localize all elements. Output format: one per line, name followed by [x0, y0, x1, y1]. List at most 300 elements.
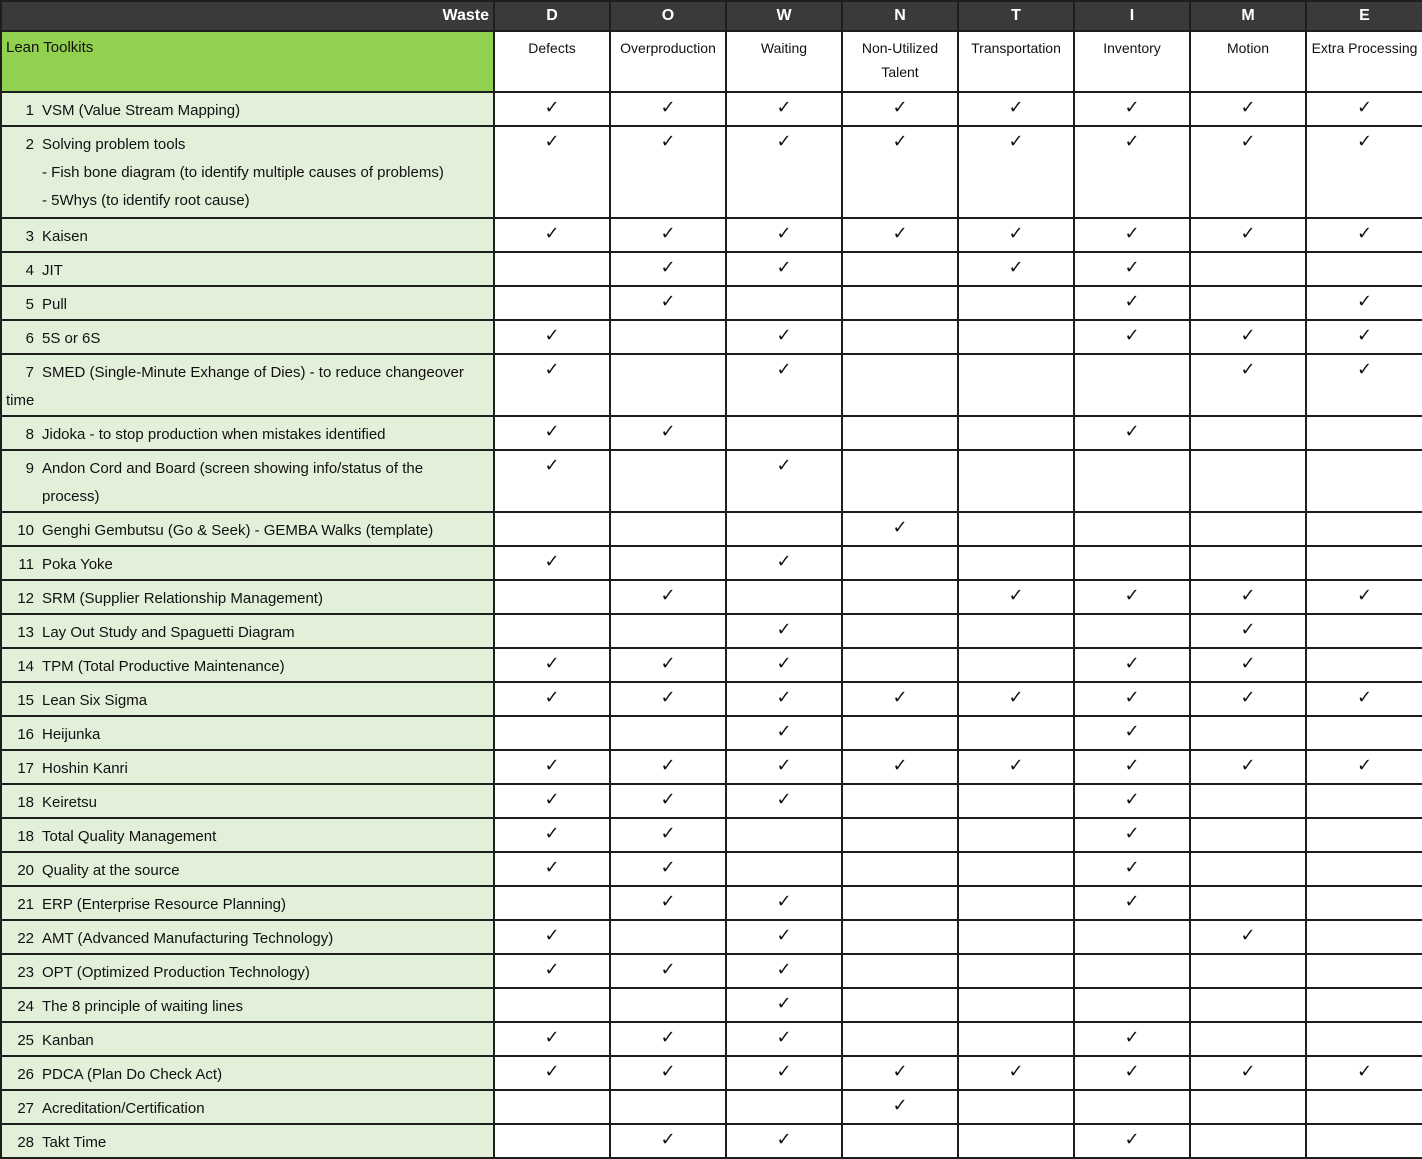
waste-cell-extra-processing [1306, 1124, 1422, 1158]
checkmark-icon: ✓ [1008, 131, 1024, 151]
waste-cell-motion [1190, 252, 1306, 286]
toolkit-rows [1, 92, 1422, 1158]
checkmark-icon: ✓ [544, 959, 560, 979]
waste-cell-inventory [1074, 252, 1190, 286]
waste-cell-extra-processing [1306, 1090, 1422, 1124]
waste-header-label: Waste [1, 1, 494, 31]
toolkit-label: Poka Yoke [42, 556, 113, 573]
checkmark-icon: ✓ [660, 1061, 676, 1081]
waste-cell-transportation [958, 320, 1074, 354]
waste-cell-overproduction [610, 1124, 726, 1158]
toolkit-name-cell [1, 92, 494, 126]
waste-cell-overproduction [610, 354, 726, 416]
checkmark-icon: ✓ [1124, 131, 1140, 151]
checkmark-icon: ✓ [892, 97, 908, 117]
waste-cell-non-utilized-talent [842, 1090, 958, 1124]
checkmark-icon: ✓ [660, 653, 676, 673]
checkmark-icon: ✓ [1008, 97, 1024, 117]
waste-cell-extra-processing [1306, 416, 1422, 450]
waste-cell-waiting [726, 1090, 842, 1124]
waste-cell-waiting [726, 92, 842, 126]
waste-cell-inventory [1074, 286, 1190, 320]
col-letter-waiting: W [726, 1, 842, 31]
waste-cell-defects [494, 1022, 610, 1056]
waste-cell-motion [1190, 416, 1306, 450]
waste-cell-transportation [958, 818, 1074, 852]
waste-cell-defects [494, 886, 610, 920]
waste-cell-non-utilized-talent [842, 818, 958, 852]
toolkit-label: Total Quality Management [42, 828, 217, 845]
checkmark-icon: ✓ [1124, 325, 1140, 345]
table-row [1, 716, 1422, 750]
waste-cell-extra-processing [1306, 954, 1422, 988]
waste-cell-non-utilized-talent [842, 512, 958, 546]
checkmark-icon: ✓ [776, 619, 792, 639]
toolkit-label: Quality at the source [42, 862, 180, 879]
waste-cell-overproduction [610, 852, 726, 886]
toolkit-number: 18 [17, 828, 34, 845]
toolkit-name-cell [1, 614, 494, 648]
toolkit-number: 27 [17, 1100, 34, 1117]
toolkit-name-cell [1, 512, 494, 546]
waste-cell-non-utilized-talent [842, 852, 958, 886]
toolkit-name-cell [1, 750, 494, 784]
waste-cell-non-utilized-talent [842, 252, 958, 286]
checkmark-icon: ✓ [660, 131, 676, 151]
waste-cell-extra-processing [1306, 750, 1422, 784]
checkmark-icon: ✓ [1240, 585, 1256, 605]
toolkit-label: Solving problem tools [42, 136, 186, 153]
col-letter-overproduction: O [610, 1, 726, 31]
toolkit-name-cell [1, 784, 494, 818]
checkmark-icon: ✓ [660, 421, 676, 441]
checkmark-icon: ✓ [776, 325, 792, 345]
checkmark-icon: ✓ [544, 359, 560, 379]
toolkit-number: 24 [17, 998, 34, 1015]
toolkit-label: Jidoka - to stop production when mistakes identified [42, 426, 386, 443]
table-row [1, 512, 1422, 546]
checkmark-icon: ✓ [544, 325, 560, 345]
checkmark-icon: ✓ [1240, 653, 1256, 673]
waste-cell-waiting [726, 286, 842, 320]
waste-cell-extra-processing [1306, 546, 1422, 580]
toolkit-name-cell [1, 416, 494, 450]
waste-cell-transportation [958, 988, 1074, 1022]
waste-cell-waiting [726, 252, 842, 286]
waste-cell-overproduction [610, 750, 726, 784]
waste-cell-overproduction [610, 920, 726, 954]
waste-cell-motion [1190, 450, 1306, 512]
table-row [1, 1022, 1422, 1056]
waste-cell-overproduction [610, 648, 726, 682]
waste-cell-non-utilized-talent [842, 614, 958, 648]
waste-cell-waiting [726, 750, 842, 784]
waste-cell-inventory [1074, 218, 1190, 252]
checkmark-icon: ✓ [1124, 585, 1140, 605]
col-letter-extra-processing: E [1306, 1, 1422, 31]
waste-cell-transportation [958, 716, 1074, 750]
checkmark-icon: ✓ [1008, 687, 1024, 707]
waste-cell-non-utilized-talent [842, 886, 958, 920]
checkmark-icon: ✓ [1124, 1129, 1140, 1149]
table-row [1, 320, 1422, 354]
checkmark-icon: ✓ [544, 823, 560, 843]
toolkit-label: ERP (Enterprise Resource Planning) [42, 896, 287, 913]
waste-cell-waiting [726, 682, 842, 716]
checkmark-icon: ✓ [660, 585, 676, 605]
toolkit-label: Takt Time [42, 1134, 107, 1151]
waste-cell-non-utilized-talent [842, 546, 958, 580]
checkmark-icon: ✓ [544, 455, 560, 475]
waste-cell-transportation [958, 682, 1074, 716]
checkmark-icon: ✓ [892, 223, 908, 243]
waste-cell-defects [494, 614, 610, 648]
waste-cell-non-utilized-talent [842, 92, 958, 126]
waste-cell-overproduction [610, 252, 726, 286]
waste-cell-extra-processing [1306, 126, 1422, 218]
waste-cell-non-utilized-talent [842, 988, 958, 1022]
toolkit-label: SMED (Single-Minute Exhange of Dies) - to reduce changeover time [6, 364, 464, 409]
waste-cell-extra-processing [1306, 886, 1422, 920]
toolkit-number: 8 [25, 426, 34, 443]
waste-cell-extra-processing [1306, 818, 1422, 852]
toolkit-name-cell [1, 852, 494, 886]
toolkit-label: SRM (Supplier Relationship Management) [42, 590, 323, 607]
waste-cell-overproduction [610, 988, 726, 1022]
toolkit-label: VSM (Value Stream Mapping) [42, 102, 241, 119]
toolkit-number: 13 [17, 624, 34, 641]
waste-cell-transportation [958, 886, 1074, 920]
checkmark-icon: ✓ [660, 959, 676, 979]
toolkit-number: 2 [25, 136, 34, 153]
toolkit-name-cell [1, 1124, 494, 1158]
waste-cell-waiting [726, 1022, 842, 1056]
waste-cell-motion [1190, 1124, 1306, 1158]
checkmark-icon: ✓ [1124, 257, 1140, 277]
toolkit-label: Hoshin Kanri [42, 760, 128, 777]
checkmark-icon: ✓ [1124, 97, 1140, 117]
table-row [1, 988, 1422, 1022]
checkmark-icon: ✓ [1240, 619, 1256, 639]
checkmark-icon: ✓ [1240, 755, 1256, 775]
checkmark-icon: ✓ [544, 421, 560, 441]
waste-cell-extra-processing [1306, 252, 1422, 286]
waste-cell-waiting [726, 450, 842, 512]
waste-cell-motion [1190, 750, 1306, 784]
waste-cell-motion [1190, 682, 1306, 716]
checkmark-icon: ✓ [1356, 325, 1373, 345]
waste-cell-extra-processing [1306, 648, 1422, 682]
checkmark-icon: ✓ [776, 551, 792, 571]
toolkit-name-cell [1, 988, 494, 1022]
waste-cell-motion [1190, 614, 1306, 648]
checkmark-icon: ✓ [1008, 755, 1024, 775]
checkmark-icon: ✓ [544, 1061, 560, 1081]
waste-cell-inventory [1074, 512, 1190, 546]
toolkit-label: Andon Cord and Board (screen showing info/status of the [42, 460, 424, 477]
toolkit-number: 15 [17, 692, 34, 709]
waste-cell-non-utilized-talent [842, 1124, 958, 1158]
waste-cell-extra-processing [1306, 852, 1422, 886]
checkmark-icon: ✓ [1124, 891, 1140, 911]
table-row [1, 750, 1422, 784]
col-name-motion: Motion [1190, 31, 1306, 92]
table-row [1, 126, 1422, 218]
waste-cell-defects [494, 512, 610, 546]
waste-cell-extra-processing [1306, 784, 1422, 818]
waste-cell-motion [1190, 954, 1306, 988]
checkmark-icon: ✓ [1124, 1061, 1140, 1081]
toolkit-number: 6 [25, 330, 34, 347]
table-row [1, 682, 1422, 716]
toolkit-number: 3 [25, 228, 34, 245]
toolkit-label-continued: process) [42, 488, 100, 505]
checkmark-icon: ✓ [1240, 1061, 1256, 1081]
checkmark-icon: ✓ [660, 891, 676, 911]
toolkit-number: 1 [25, 102, 34, 119]
checkmark-icon: ✓ [892, 1095, 908, 1115]
toolkit-number: 22 [17, 930, 34, 947]
table-row [1, 784, 1422, 818]
waste-cell-defects [494, 218, 610, 252]
waste-cell-transportation [958, 954, 1074, 988]
checkmark-icon: ✓ [776, 1129, 792, 1149]
checkmark-icon: ✓ [660, 857, 676, 877]
toolkit-name-cell [1, 716, 494, 750]
waste-cell-non-utilized-talent [842, 450, 958, 512]
table-row [1, 614, 1422, 648]
table-row [1, 886, 1422, 920]
waste-cell-defects [494, 954, 610, 988]
toolkit-label: Lay Out Study and Spaguetti Diagram [42, 624, 295, 641]
col-letter-inventory: I [1074, 1, 1190, 31]
waste-cell-non-utilized-talent [842, 218, 958, 252]
waste-cell-waiting [726, 126, 842, 218]
waste-cell-extra-processing [1306, 320, 1422, 354]
waste-cell-transportation [958, 580, 1074, 614]
waste-cell-overproduction [610, 954, 726, 988]
table-row [1, 954, 1422, 988]
toolkit-name-cell [1, 126, 494, 218]
waste-cell-transportation [958, 1022, 1074, 1056]
table-row [1, 92, 1422, 126]
waste-cell-extra-processing [1306, 92, 1422, 126]
checkmark-icon: ✓ [1124, 1027, 1140, 1047]
checkmark-icon: ✓ [660, 97, 676, 117]
waste-cell-defects [494, 92, 610, 126]
waste-cell-transportation [958, 648, 1074, 682]
waste-cell-defects [494, 784, 610, 818]
waste-cell-motion [1190, 218, 1306, 252]
waste-cell-waiting [726, 218, 842, 252]
toolkit-label: Genghi Gembutsu (Go & Seek) - GEMBA Walks (template) [42, 522, 434, 539]
checkmark-icon: ✓ [1240, 687, 1256, 707]
waste-cell-non-utilized-talent [842, 416, 958, 450]
waste-cell-overproduction [610, 512, 726, 546]
waste-cell-extra-processing [1306, 1056, 1422, 1090]
toolkit-number: 25 [17, 1032, 34, 1049]
waste-cell-inventory [1074, 580, 1190, 614]
checkmark-icon: ✓ [1240, 325, 1256, 345]
waste-cell-defects [494, 648, 610, 682]
checkmark-icon: ✓ [776, 993, 792, 1013]
toolkit-number: 7 [25, 364, 34, 381]
checkmark-icon: ✓ [544, 789, 560, 809]
waste-cell-motion [1190, 920, 1306, 954]
waste-cell-non-utilized-talent [842, 682, 958, 716]
waste-cell-transportation [958, 1124, 1074, 1158]
checkmark-icon: ✓ [544, 97, 560, 117]
checkmark-icon: ✓ [1356, 1061, 1373, 1081]
checkmark-icon: ✓ [892, 687, 908, 707]
toolkit-name-cell [1, 1022, 494, 1056]
col-name-inventory: Inventory [1074, 31, 1190, 92]
checkmark-icon: ✓ [1008, 223, 1024, 243]
checkmark-icon: ✓ [544, 687, 560, 707]
checkmark-icon: ✓ [1356, 687, 1373, 707]
table-row [1, 416, 1422, 450]
col-name-waiting: Waiting [726, 31, 842, 92]
waste-cell-defects [494, 252, 610, 286]
waste-cell-inventory [1074, 1056, 1190, 1090]
waste-cell-inventory [1074, 546, 1190, 580]
checkmark-icon: ✓ [1240, 359, 1256, 379]
waste-cell-motion [1190, 92, 1306, 126]
checkmark-icon: ✓ [776, 687, 792, 707]
toolkit-name-cell [1, 682, 494, 716]
checkmark-icon: ✓ [776, 891, 792, 911]
checkmark-icon: ✓ [1124, 721, 1140, 741]
waste-cell-overproduction [610, 614, 726, 648]
checkmark-icon: ✓ [892, 1061, 908, 1081]
waste-cell-inventory [1074, 682, 1190, 716]
waste-cell-motion [1190, 648, 1306, 682]
checkmark-icon: ✓ [544, 223, 560, 243]
waste-cell-waiting [726, 580, 842, 614]
checkmark-icon: ✓ [1240, 925, 1256, 945]
col-name-defects: Defects [494, 31, 610, 92]
toolkit-label: Kanban [42, 1032, 94, 1049]
waste-cell-transportation [958, 286, 1074, 320]
waste-cell-overproduction [610, 218, 726, 252]
waste-cell-defects [494, 416, 610, 450]
waste-cell-non-utilized-talent [842, 354, 958, 416]
checkmark-icon: ✓ [660, 789, 676, 809]
waste-cell-defects [494, 1090, 610, 1124]
toolkit-number: 16 [17, 726, 34, 743]
toolkit-name-cell [1, 1056, 494, 1090]
waste-cell-defects [494, 1056, 610, 1090]
checkmark-icon: ✓ [1240, 223, 1256, 243]
toolkit-label: JIT [42, 262, 63, 279]
waste-cell-inventory [1074, 784, 1190, 818]
table-row [1, 1056, 1422, 1090]
checkmark-icon: ✓ [1008, 1061, 1024, 1081]
toolkit-number: 17 [17, 760, 34, 777]
waste-cell-motion [1190, 818, 1306, 852]
waste-cell-motion [1190, 546, 1306, 580]
waste-cell-extra-processing [1306, 286, 1422, 320]
waste-cell-waiting [726, 416, 842, 450]
col-letter-transportation: T [958, 1, 1074, 31]
waste-cell-overproduction [610, 546, 726, 580]
toolkit-name-cell [1, 320, 494, 354]
waste-cell-inventory [1074, 920, 1190, 954]
waste-cell-waiting [726, 614, 842, 648]
table-row [1, 252, 1422, 286]
waste-cell-defects [494, 750, 610, 784]
waste-cell-inventory [1074, 354, 1190, 416]
waste-cell-overproduction [610, 320, 726, 354]
toolkit-number: 28 [17, 1134, 34, 1151]
waste-cell-defects [494, 988, 610, 1022]
checkmark-icon: ✓ [1124, 421, 1140, 441]
toolkit-label: Kaisen [42, 228, 88, 245]
waste-cell-transportation [958, 218, 1074, 252]
waste-cell-waiting [726, 988, 842, 1022]
checkmark-icon: ✓ [1124, 687, 1140, 707]
table-row [1, 818, 1422, 852]
waste-cell-transportation [958, 852, 1074, 886]
waste-cell-transportation [958, 126, 1074, 218]
waste-cell-waiting [726, 354, 842, 416]
waste-cell-defects [494, 286, 610, 320]
table-row [1, 450, 1422, 512]
waste-cell-overproduction [610, 818, 726, 852]
waste-cell-motion [1190, 320, 1306, 354]
table-row [1, 218, 1422, 252]
waste-cell-overproduction [610, 716, 726, 750]
checkmark-icon: ✓ [660, 687, 676, 707]
waste-cell-transportation [958, 920, 1074, 954]
waste-cell-non-utilized-talent [842, 716, 958, 750]
table-row [1, 1124, 1422, 1158]
toolkit-number: 23 [17, 964, 34, 981]
waste-cell-inventory [1074, 648, 1190, 682]
waste-cell-transportation [958, 252, 1074, 286]
toolkit-number: 26 [17, 1066, 34, 1083]
waste-cell-defects [494, 1124, 610, 1158]
waste-cell-extra-processing [1306, 1022, 1422, 1056]
waste-cell-transportation [958, 416, 1074, 450]
waste-cell-motion [1190, 1090, 1306, 1124]
waste-cell-non-utilized-talent [842, 320, 958, 354]
toolkit-number: 14 [17, 658, 34, 675]
waste-cell-inventory [1074, 126, 1190, 218]
waste-cell-defects [494, 450, 610, 512]
waste-cell-waiting [726, 886, 842, 920]
toolkit-name-cell [1, 818, 494, 852]
waste-cell-motion [1190, 988, 1306, 1022]
waste-cell-non-utilized-talent [842, 648, 958, 682]
toolkit-label: TPM (Total Productive Maintenance) [42, 658, 285, 675]
toolkit-label: Heijunka [42, 726, 101, 743]
waste-cell-extra-processing [1306, 614, 1422, 648]
waste-cell-defects [494, 354, 610, 416]
toolkit-sub-item: - Fish bone diagram (to identify multiple causes of problems) [42, 164, 444, 181]
waste-cell-non-utilized-talent [842, 784, 958, 818]
toolkit-number: 12 [17, 590, 34, 607]
waste-cell-motion [1190, 286, 1306, 320]
checkmark-icon: ✓ [1124, 291, 1140, 311]
waste-cell-non-utilized-talent [842, 286, 958, 320]
checkmark-icon: ✓ [776, 131, 792, 151]
col-name-transportation: Transportation [958, 31, 1074, 92]
toolkit-label: PDCA (Plan Do Check Act) [42, 1066, 223, 1083]
waste-cell-motion [1190, 1022, 1306, 1056]
waste-cell-extra-processing [1306, 354, 1422, 416]
waste-cell-overproduction [610, 580, 726, 614]
